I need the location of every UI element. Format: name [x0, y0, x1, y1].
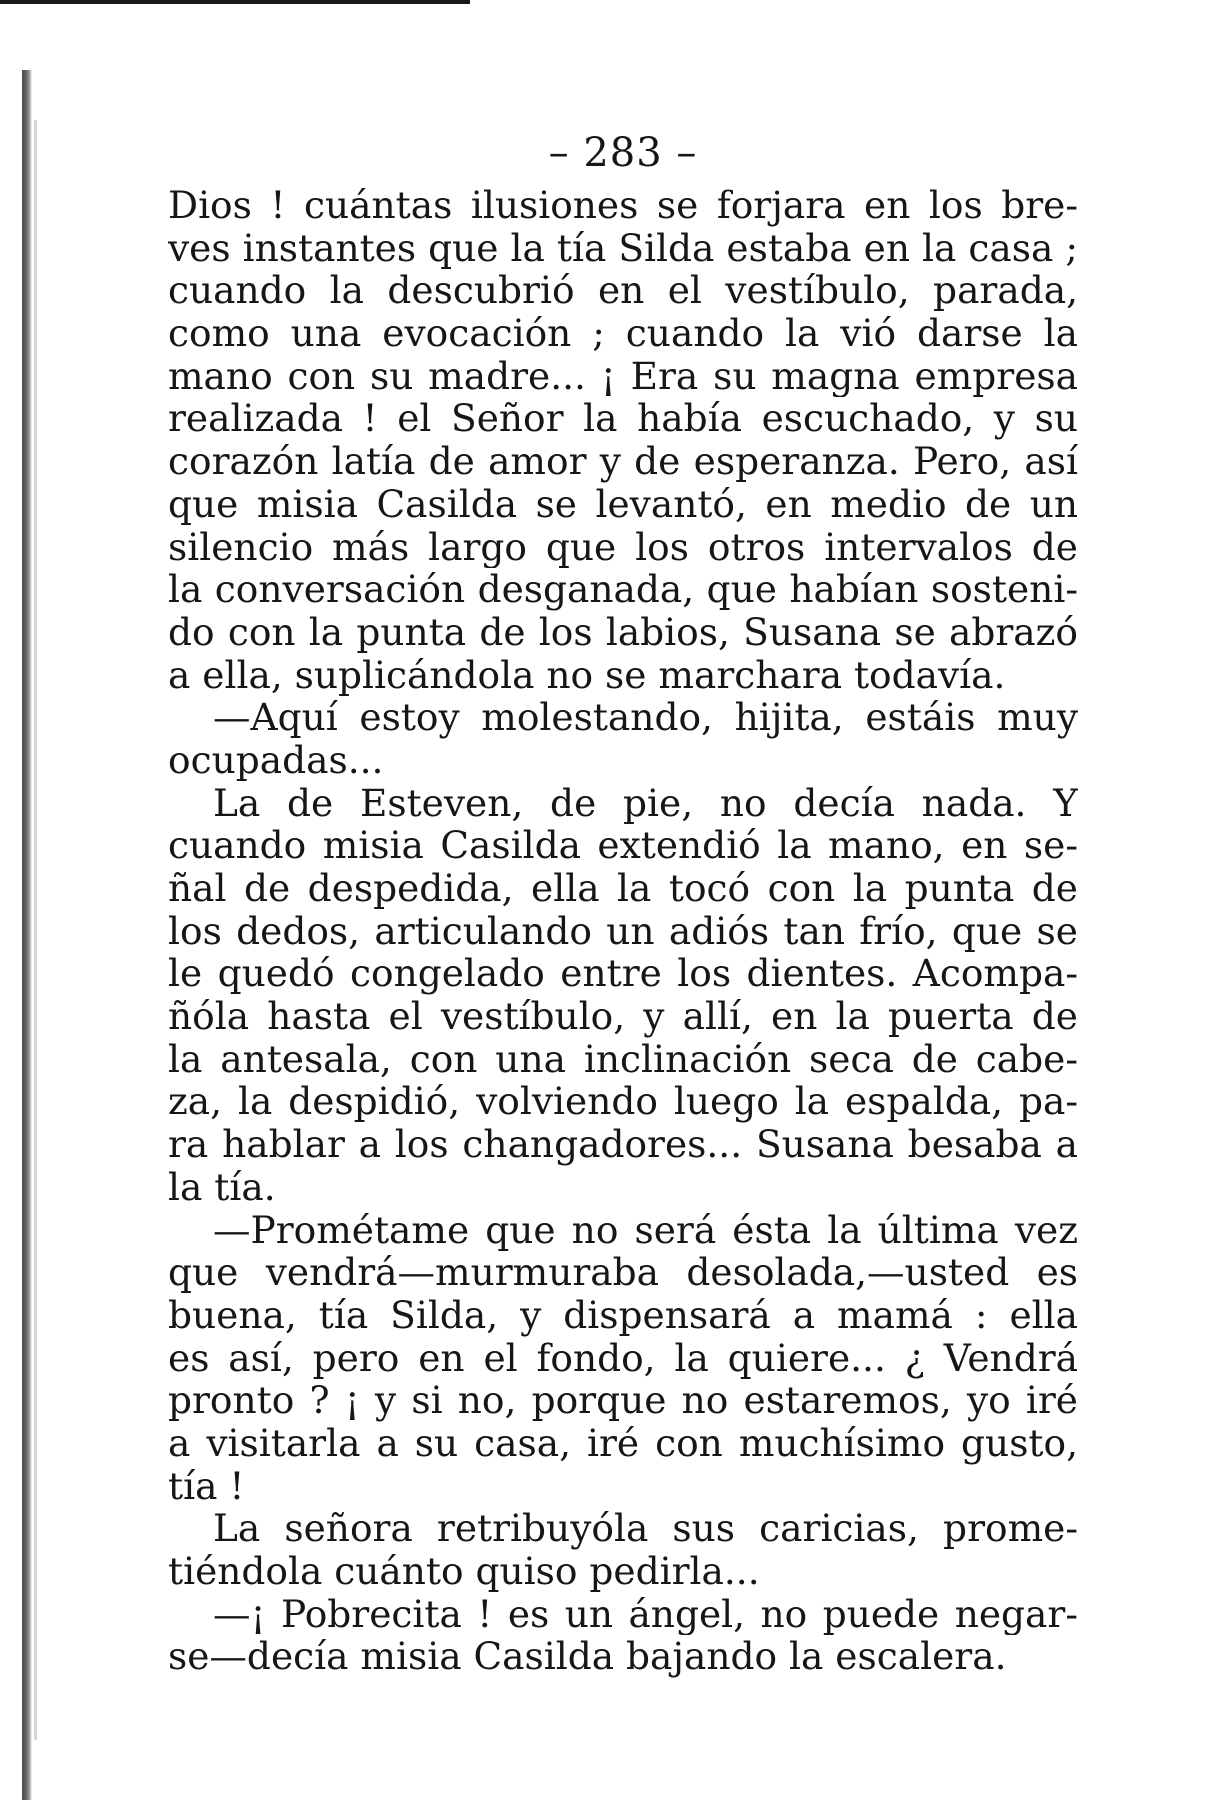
text-line: silencio más largo que los otros intervalos de [168, 525, 1078, 569]
text-line: corazón latía de amor y de esperanza. Pero, así [168, 440, 1078, 483]
text-line: La de Esteven, de pie, no decía nada. Y [213, 781, 1078, 825]
text-line: la tía. [168, 1165, 276, 1209]
text-line: a visitarla a su casa, iré con muchísimo gusto, [168, 1421, 1078, 1465]
book-page [168, 128, 1078, 1678]
text-line: cuando misia Casilda extendió la mano, en se- [168, 824, 1078, 867]
text-line: cuando la descubrió en el vestíbulo, parada, [168, 269, 1078, 313]
text-line: —Aquí estoy molestando, hijita, estáis muy [213, 696, 1078, 739]
text-line: La señora retribuyóla sus caricias, prome- [213, 1507, 1078, 1550]
scan-binding-shadow [34, 120, 37, 1740]
text-line: pronto ? ¡ y si no, porque no estaremos, yo iré [168, 1379, 1078, 1422]
text-line: que vendrá—murmuraba desolada,—usted es [168, 1251, 1078, 1294]
text-line: —¡ Pobrecita ! es un ángel, no puede negar- [213, 1592, 1078, 1636]
text-line: que misia Casilda se levantó, en medio de un [168, 482, 1078, 526]
text-line: es así, pero en el fondo, la quiere... ¿ Vendrá [168, 1336, 1078, 1380]
text-line: la antesala, con una inclinación seca de cabe- [168, 1037, 1078, 1081]
text-line: se—decía misia Casilda bajando la escalera. [168, 1635, 1007, 1679]
text-line: mano con su madre... ¡ Era su magna empresa [168, 354, 1078, 398]
scan-top-rule [0, 0, 470, 4]
text-line: le quedó congelado entre los dientes. Acompa- [168, 952, 1078, 996]
text-line: ves instantes que la tía Silda estaba en la casa ; [168, 226, 1078, 270]
text-line: realizada ! el Señor la había escuchado, y su [168, 397, 1078, 441]
scan-binding-edge [22, 70, 32, 1800]
text-line: —Prométame que no será ésta la última vez [213, 1208, 1078, 1252]
text-line: ra hablar a los changadores... Susana besaba a [168, 1123, 1078, 1166]
text-line: los dedos, articulando un adiós tan frío, que se [168, 909, 1078, 953]
text-line: za, la despidió, volviendo luego la espalda, pa- [168, 1080, 1078, 1124]
text-line: tía ! [168, 1464, 245, 1508]
text-line: buena, tía Silda, y dispensará a mamá : ella [168, 1293, 1078, 1337]
text-line: como una evocación ; cuando la vió darse la [168, 312, 1078, 355]
text-line: tiéndola cuánto quiso pedirla... [168, 1550, 760, 1593]
text-line: Dios ! cuántas ilusiones se forjara en los bre- [168, 184, 1078, 227]
text-line: do con la punta de los labios, Susana se abrazó [168, 610, 1078, 654]
text-line: la conversación desganada, que habían sosteni- [168, 568, 1078, 611]
text-line: ocupadas... [168, 738, 384, 782]
text-line: ñal de despedida, ella la tocó con la punta de [168, 867, 1078, 910]
page-number: – 283 – [548, 130, 698, 176]
text-line: a ella, suplicándola no se marchara todavía. [168, 653, 1006, 697]
text-line: ñóla hasta el vestíbulo, y allí, en la puerta de [168, 995, 1078, 1038]
